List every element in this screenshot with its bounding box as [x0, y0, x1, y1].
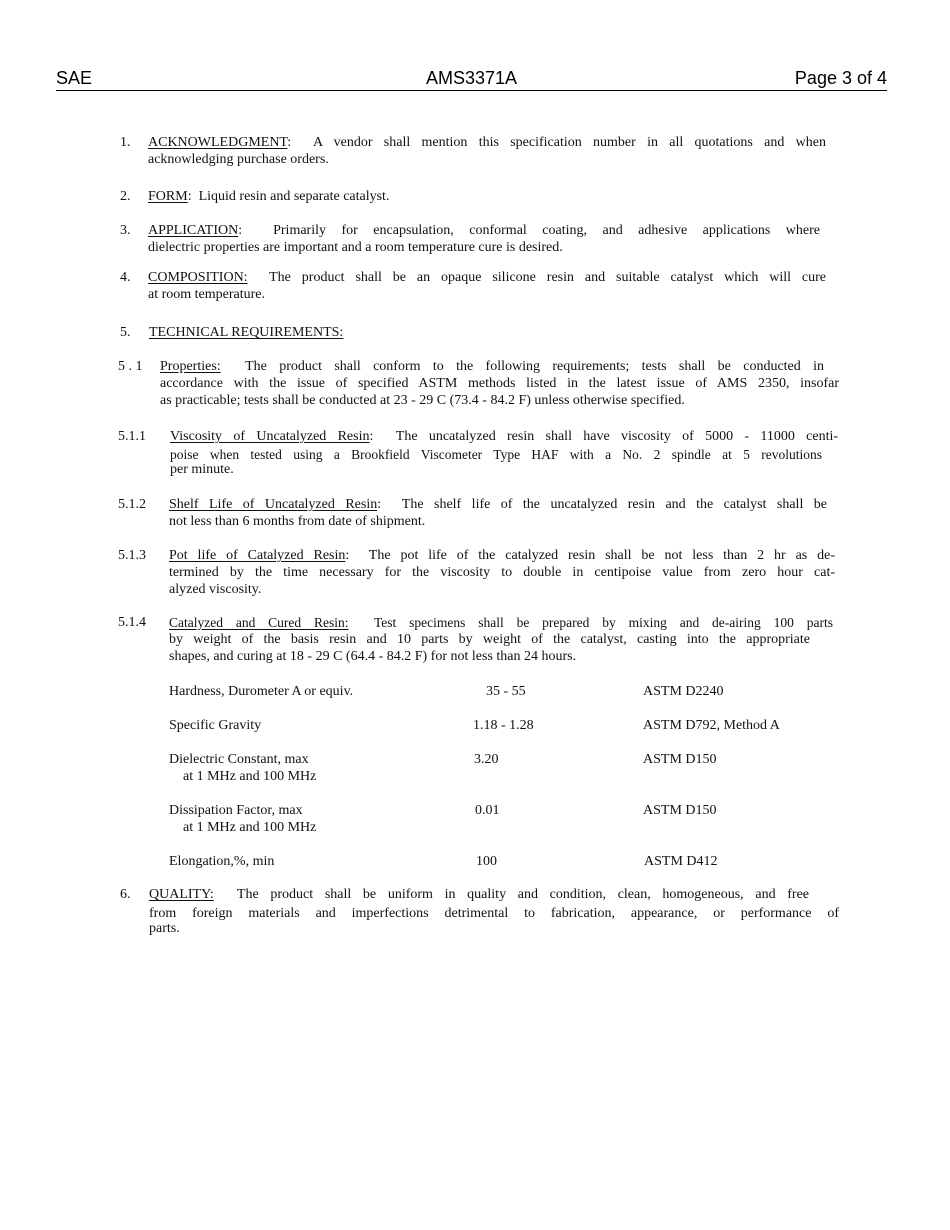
section-title: TECHNICAL REQUIREMENTS:	[149, 325, 344, 340]
section-text-line: as practicable; tests shall be conducted at 23 - 29 C (73.4 - 84.2 F) unless otherwise specified.	[160, 393, 685, 408]
spec-method: ASTM D150	[643, 803, 717, 818]
section-text-line: QUALITY: The product shall be uniform in quality and condition, clean, homogeneous, and free	[149, 887, 809, 902]
spec-row-dissipation-factor	[169, 802, 849, 838]
spec-row-hardness	[169, 683, 849, 701]
section-text-line: Pot life of Catalyzed Resin: The pot life of the catalyzed resin shall be not less than 2 hr as de-	[169, 548, 835, 563]
section-quality	[120, 886, 839, 940]
section-text-line: accordance with the issue of specified ASTM methods listed in the latest issue of AMS 2350, insofar	[160, 376, 839, 391]
section-text-line: by weight of the basis resin and 10 parts by weight of the catalyst, casting into the appropriate	[169, 632, 810, 647]
section-composition	[120, 269, 826, 305]
spec-property: Dissipation Factor, max at 1 MHz and 100 MHz	[169, 803, 317, 835]
section-title: Catalyzed and Cured Resin:	[169, 615, 349, 630]
header-page-number: Page 3 of 4	[794, 68, 887, 88]
section-text-line: at room temperature.	[148, 287, 266, 302]
spec-property: Specific Gravity	[169, 718, 262, 733]
section-text-line: Properties: The product shall conform to the following requirements; tests shall be conducted in	[160, 359, 824, 374]
spec-property-condition: at 1 MHz and 100 MHz	[183, 820, 317, 835]
section-title: FORM	[148, 189, 188, 204]
section-viscosity	[118, 428, 838, 482]
section-number: 6.	[120, 887, 131, 902]
spec-property: Elongation,%, min	[169, 854, 275, 869]
spec-value: 100	[476, 854, 497, 869]
spec-property: Hardness, Durometer A or equiv.	[169, 684, 354, 699]
section-text-line: per minute.	[170, 462, 234, 477]
section-title: APPLICATION	[148, 223, 239, 238]
section-number: 5.1.1	[118, 429, 146, 444]
section-number: 4.	[120, 270, 131, 285]
page-header	[56, 66, 887, 91]
section-properties	[118, 358, 839, 412]
section-text-line: termined by the time necessary for the viscosity to double in centipoise value from zero hour cat-	[169, 565, 835, 580]
section-text-line: Shelf Life of Uncatalyzed Resin: The shelf life of the uncatalyzed resin and the catalyst shall be	[169, 497, 828, 512]
section-pot-life	[118, 547, 835, 601]
section-text-line: poise when tested using a Brookfield Viscometer Type HAF with a No. 2 spindle at 5 revolutions	[170, 447, 822, 462]
spec-value: 0.01	[475, 803, 500, 818]
section-text-line: acknowledging purchase orders.	[148, 152, 329, 167]
spec-row-specific-gravity	[169, 717, 849, 735]
section-text-line: shapes, and curing at 18 - 29 C (64.4 - 84.2 F) for not less than 24 hours.	[169, 649, 577, 664]
header-org: SAE	[56, 68, 93, 88]
section-text-line: from foreign materials and imperfections detrimental to fabrication, appearance, or performance of	[149, 906, 839, 921]
section-text-line: parts.	[149, 921, 180, 936]
spec-method: ASTM D412	[644, 854, 718, 869]
spec-value: 1.18 - 1.28	[473, 718, 534, 733]
section-number: 5.1.2	[118, 497, 146, 512]
section-number: 2.	[120, 189, 131, 204]
spec-row-elongation	[169, 853, 849, 871]
section-text-line: Viscosity of Uncatalyzed Resin: The uncatalyzed resin shall have viscosity of 5000 - 11000 centi-	[170, 429, 839, 444]
section-text-line: not less than 6 months from date of shipment.	[169, 514, 426, 529]
header-doc-number: AMS3371A	[425, 68, 518, 88]
section-text-line: FORM: Liquid resin and separate catalyst.	[148, 189, 390, 204]
section-shelf-life	[118, 496, 827, 532]
section-text-line: dielectric properties are important and a room temperature cure is desired.	[148, 240, 563, 255]
section-text-line: COMPOSITION: The product shall be an opaque silicone resin and suitable catalyst which will cure	[148, 270, 826, 285]
spec-method: ASTM D2240	[643, 684, 724, 699]
section-number: 5.1.3	[118, 548, 146, 563]
section-title: Pot life of Catalyzed Resin	[169, 548, 346, 563]
section-text-line: alyzed viscosity.	[169, 582, 262, 597]
section-text-line: ACKNOWLEDGMENT: A vendor shall mention this specification number in all quotations and when	[148, 135, 826, 150]
section-catalyzed-cured-resin	[118, 614, 833, 668]
section-title: ACKNOWLEDGMENT	[148, 135, 288, 150]
spec-property-condition: at 1 MHz and 100 MHz	[183, 769, 317, 784]
section-title: COMPOSITION:	[148, 270, 248, 285]
section-text-line: Catalyzed and Cured Resin: Test specimens shall be prepared by mixing and de-airing 100 parts	[169, 615, 833, 630]
section-title: Properties:	[160, 359, 221, 374]
section-form	[120, 188, 826, 206]
spec-value: 35 - 55	[486, 684, 526, 699]
section-title: Viscosity of Uncatalyzed Resin	[170, 429, 370, 444]
spec-method: ASTM D792, Method A	[643, 718, 780, 733]
section-number: 5.1.4	[118, 615, 146, 630]
section-text-line: APPLICATION: Primarily for encapsulation, conformal coating, and adhesive applications where	[148, 223, 820, 238]
spec-value: 3.20	[474, 752, 499, 767]
section-title: QUALITY:	[149, 887, 214, 902]
spec-property: Dielectric Constant, max at 1 MHz and 100 MHz	[169, 752, 317, 784]
section-technical-requirements	[120, 324, 826, 342]
section-title: Shelf Life of Uncatalyzed Resin	[169, 497, 378, 512]
spec-row-dielectric-constant	[169, 751, 849, 787]
section-acknowledgment	[120, 134, 826, 170]
section-number: 5.	[120, 325, 131, 340]
section-application	[120, 222, 820, 258]
section-number: 1.	[120, 135, 131, 150]
spec-method: ASTM D150	[643, 752, 717, 767]
section-number: 3.	[120, 223, 131, 238]
section-number: 5 . 1	[118, 359, 143, 374]
